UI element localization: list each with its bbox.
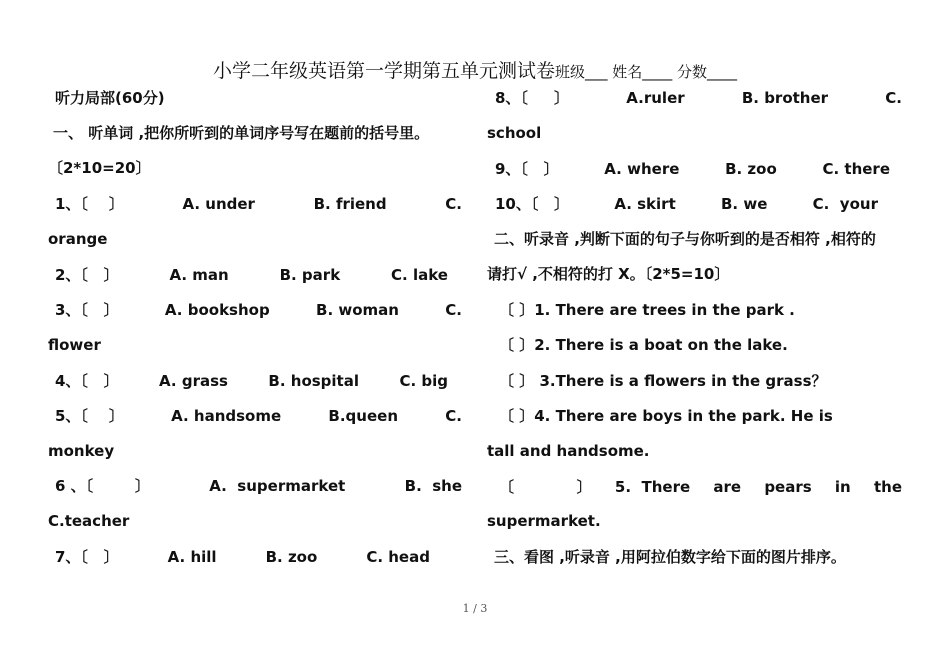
option-b: B. we xyxy=(721,195,768,213)
option-b: B. woman xyxy=(316,301,399,319)
part2-instruction: 二、听录音 ,判断下面的句子与你听到的是否相符 ,相符的 xyxy=(494,230,876,248)
page-number: 1 / 3 xyxy=(462,602,488,615)
statement-5-word: in xyxy=(834,478,851,496)
option-a: A. skirt xyxy=(614,195,676,213)
question-5-wrap: monkey xyxy=(48,442,115,460)
option-a: A. where xyxy=(604,160,680,178)
question-1-wrap: orange xyxy=(48,230,108,248)
section-title: 听力局部(60分) xyxy=(55,89,165,107)
option-b: B. hospital xyxy=(268,372,359,390)
question-number: 7、〔 〕 xyxy=(55,548,119,566)
option-c: C. your xyxy=(812,195,878,213)
statement-5-cont: supermarket. xyxy=(487,512,601,530)
question-7 xyxy=(48,547,462,567)
option-c: C. head xyxy=(366,548,430,566)
page-title xyxy=(0,56,950,83)
question-number: 3、〔 〕 xyxy=(55,301,119,319)
question-number: 2、〔 〕 xyxy=(55,266,119,284)
statement-5-bracket: 〔 〕 xyxy=(499,478,592,496)
question-number: 5、〔 〕 xyxy=(55,407,124,425)
option-c: C. big xyxy=(399,372,448,390)
question-9 xyxy=(487,159,902,179)
option-a: A. grass xyxy=(159,372,228,390)
option-a: A. handsome xyxy=(171,407,282,425)
question-5 xyxy=(48,406,462,426)
question-6-wrap: C.teacher xyxy=(48,512,130,530)
question-number: 6 、〔 〕 xyxy=(55,477,150,495)
option-a: A.ruler xyxy=(626,89,685,107)
option-c: C. xyxy=(445,301,462,319)
statement-1: 〔 〕1. There are trees in the park . xyxy=(499,301,795,319)
question-number: 10、〔 〕 xyxy=(495,195,570,213)
option-b: B. zoo xyxy=(725,160,777,178)
statement-5-word: are xyxy=(713,478,742,496)
option-c: C. xyxy=(885,89,902,107)
option-b: B.queen xyxy=(328,407,398,425)
statement-2: 〔 〕2. There is a boat on the lake. xyxy=(499,336,788,354)
option-c: C. xyxy=(445,407,462,425)
option-a: A. hill xyxy=(167,548,217,566)
option-b: B. brother xyxy=(741,89,829,107)
part2-instruction-cont: 请打√ ,不相符的打 X。〔2*5=10〕 xyxy=(487,265,730,283)
question-6 xyxy=(48,476,462,496)
question-8-wrap: school xyxy=(487,124,542,142)
student-info-fields: 班级___ 姓名____ 分数____ xyxy=(554,63,738,81)
question-2 xyxy=(48,265,462,285)
statement-3: 〔 〕 3.There is a flowers in the grass？ xyxy=(499,372,827,390)
option-a: A. man xyxy=(169,266,229,284)
statement-5-word: 5. There xyxy=(614,478,691,496)
option-a: A. supermarket xyxy=(209,477,346,495)
option-b: B. park xyxy=(279,266,341,284)
question-1 xyxy=(48,194,462,214)
exam-title: 小学二年级英语第一学期第五单元测试卷 xyxy=(212,60,555,82)
option-b: B. she xyxy=(404,477,462,495)
option-b: B. friend xyxy=(313,195,387,213)
part1-instruction: 一、 听单词 ,把你所听到的单词序号写在题前的括号里。 xyxy=(53,124,430,142)
statement-5-word: the xyxy=(873,478,902,496)
option-c: C. xyxy=(445,195,462,213)
part3-instruction: 三、看图 ,听录音 ,用阿拉伯数字给下面的图片排序。 xyxy=(494,548,846,566)
part1-score: 〔2*10=20〕 xyxy=(48,159,151,177)
question-number: 9、〔 〕 xyxy=(495,160,559,178)
option-a: A. under xyxy=(182,195,255,213)
question-number: 8、〔 〕 xyxy=(495,89,570,107)
question-4 xyxy=(48,371,462,391)
question-8 xyxy=(487,88,902,108)
statement-5-word: pears xyxy=(764,478,812,496)
statement-4-cont: tall and handsome. xyxy=(487,442,650,460)
statement-4: 〔 〕4. There are boys in the park. He is xyxy=(499,407,833,425)
option-b: B. zoo xyxy=(265,548,318,566)
option-c: C. lake xyxy=(391,266,448,284)
question-number: 1、〔 〕 xyxy=(55,195,124,213)
statement-5 xyxy=(487,477,902,497)
option-c: C. there xyxy=(822,160,890,178)
question-number: 4、〔 〕 xyxy=(55,372,119,390)
option-a: A. bookshop xyxy=(164,301,270,319)
question-10 xyxy=(487,194,902,214)
question-3-wrap: flower xyxy=(48,336,101,354)
question-3 xyxy=(48,300,462,320)
